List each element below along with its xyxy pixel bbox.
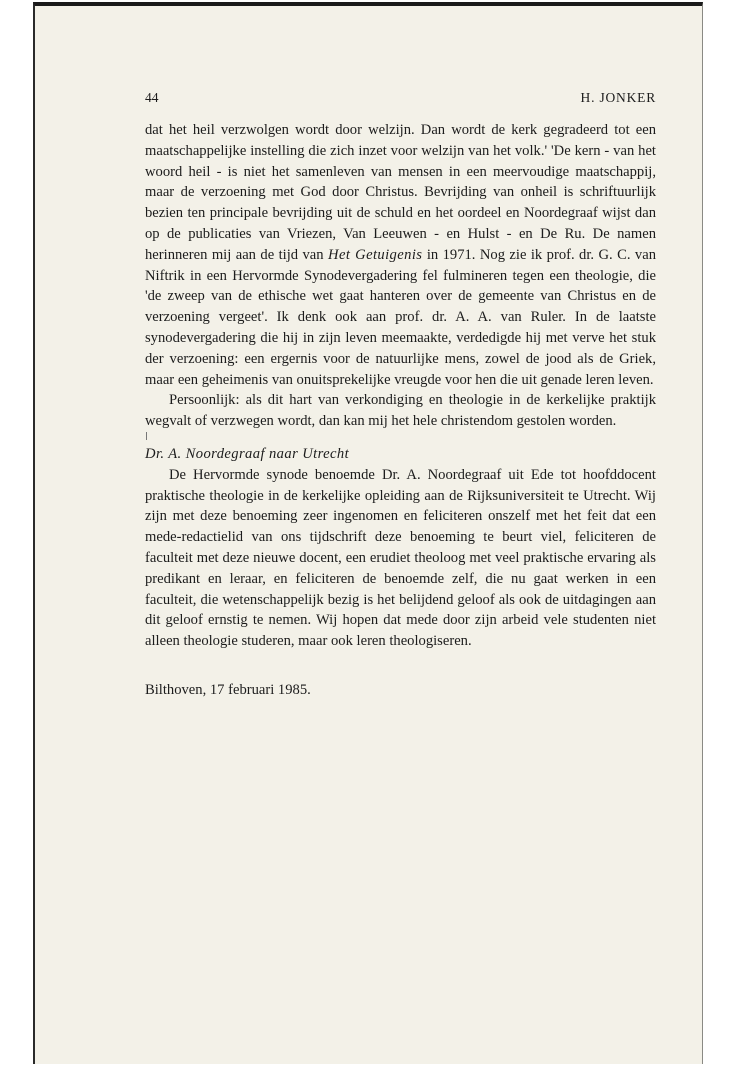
- signoff-gap: [145, 652, 656, 680]
- section-heading-place: Utrecht: [302, 445, 350, 462]
- section-heading-connector: naar: [268, 445, 299, 462]
- section-gap: [145, 432, 656, 444]
- body-paragraph-1-text: dat het heil verzwolgen wordt door welzijn. Dan wordt de kerk gegradeerd tot een maatschappelijke instelling die zich inzet voor welzijn van het volk.' 'De kern - van het woord heil - is niet het samenleven van mensen in een meervoudige maatschappij, maar de verzoening met God door Christus. Bevrijding van onheil is schriftuurlijk bezien ten principale bevrijding uit de schuld en het oordeel en Noordegraaf wijst dan op de publicaties van Vriezen, Van Leeuwen - en Hulst - en De Ru. De namen herinneren mij aan de tijd van: [145, 122, 656, 263]
- page-number: 44: [145, 90, 159, 105]
- signoff-date-line: Bilthoven, 17 februari 1985.: [145, 681, 311, 698]
- book-page: [33, 2, 703, 1064]
- body-paragraph-1: [145, 120, 656, 390]
- running-head-author: H. JONKER: [580, 90, 656, 105]
- body-paragraph-2: Persoonlijk: als dit hart van verkondiging en theologie in de kerkelijke praktijk wegvalt of verzwegen wordt, dan kan mij het hele christendom gestolen worden.: [145, 392, 656, 430]
- book-title: Het Getuigenis: [328, 246, 423, 263]
- running-head: [145, 88, 656, 108]
- section-heading-name: Dr. A. Noordegraaf: [145, 445, 265, 462]
- body-paragraph-1-continuation: in 1971. Nog zie ik prof. dr. G. C. van Niftrik in een Hervormde Synodevergadering fel fulmineren tegen een theologie, die 'de zweep van de ethische wet gaat hanteren over de gemeente van Christus en de verzoening vergeet'. Ik denk ook aan prof. dr. A. A. van Ruler. In de laatste synodevergadering die hij in zijn leven meemaakte, verdedigde hij met verve het stuk der verzoening: een ergernis voor de natuurlijke mens, zowel de jood als de Griek, maar een geheimenis van onuitsprekelijke vreugde voor hen die uit genade leren leven.: [145, 246, 656, 388]
- stray-ink-mark: [146, 432, 147, 440]
- page-content: [145, 88, 656, 701]
- section-heading: [145, 444, 656, 465]
- section-paragraph: De Hervormde synode benoemde Dr. A. Noordegraaf uit Ede tot hoofddocent praktische theologie in de kerkelijke opleiding aan de Rijksuniversiteit te Utrecht. Wij zijn met deze benoeming zeer ingenomen en feliciteren onszelf met het feit dat een mede-redactielid van ons tijdschrift deze benoeming te beurt viel, feliciteren de faculteit met deze nieuwe docent, een erudiet theoloog met veel praktische ervaring als predikant en leraar, en feliciteren de benoemde zelf, die nu gaat werken in een faculteit, die wetenschappelijk bezig is het belijdend geloof als ook de uitdagingen aan dit geloof ernstig te nemen. Wij hopen dat mede door zijn arbeid vele studenten niet alleen theologie studeren, maar ook leren theologiseren.: [145, 466, 656, 650]
